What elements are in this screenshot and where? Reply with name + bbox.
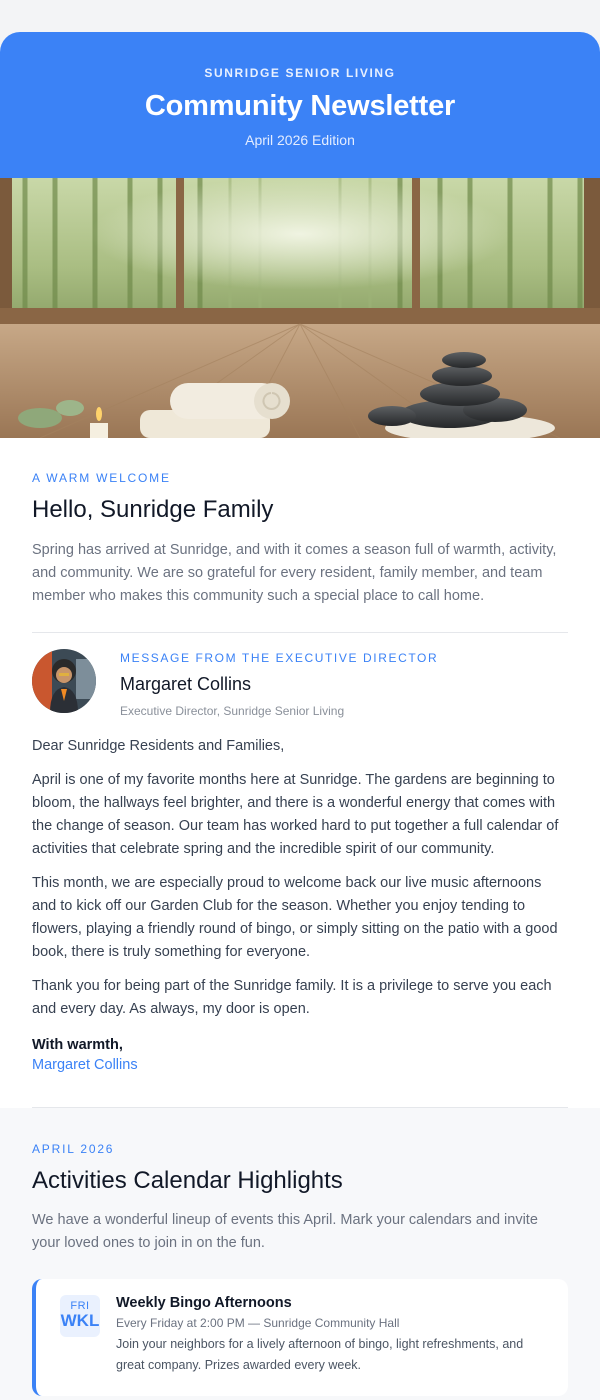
event-day: FRI	[70, 1300, 90, 1312]
event-body	[116, 1295, 548, 1376]
letter-salutation: Dear Sunridge Residents and Families,	[32, 738, 285, 754]
avatar	[32, 649, 96, 713]
calendar-section	[0, 1108, 600, 1400]
calendar-intro: We have a wonderful lineup of events this April. Mark your calendars and invite your loved ones to join in on the fun.	[32, 1212, 538, 1251]
event-frequency: WKL	[60, 1311, 100, 1330]
director-info	[120, 649, 438, 718]
newsletter-title: Community Newsletter	[144, 90, 456, 122]
newsletter-card	[0, 32, 600, 1400]
director-letter	[32, 735, 568, 1021]
letter-sign-off: With warmth,	[32, 1037, 123, 1053]
event-card	[32, 1279, 568, 1396]
welcome-body: Spring has arrived at Sunridge, and with it comes a season full of warmth, activity, and community. We are so grateful for every resident, family member, and team member who makes this community such a special place to call home.	[32, 542, 557, 604]
event-title: Weekly Bingo Afternoons	[116, 1295, 292, 1311]
event-schedule: Every Friday at 2:00 PM — Sunridge Community Hall	[116, 1316, 400, 1330]
spa-hero-image	[0, 178, 600, 438]
org-name: SUNRIDGE SENIOR LIVING	[204, 66, 396, 80]
calendar-heading: Activities Calendar Highlights	[32, 1167, 343, 1194]
welcome-heading: Hello, Sunridge Family	[32, 496, 274, 523]
welcome-section	[0, 438, 600, 1075]
letter-paragraph: Thank you for being part of the Sunridge family. It is a privilege to serve you each and every day. As always, my door is open.	[32, 978, 552, 1017]
letter-paragraph: This month, we are especially proud to welcome back our live music afternoons and to kick off our Garden Club for the season. Whether you enjoy tending to flowers, playing a friendly round of bingo, or simply sitting on the patio with a good book, there is truly something for everyone.	[32, 875, 558, 960]
welcome-eyebrow: A WARM WELCOME	[32, 471, 171, 485]
event-date-badge	[60, 1295, 100, 1337]
director-eyebrow: MESSAGE FROM THE EXECUTIVE DIRECTOR	[120, 651, 439, 665]
director-name: Margaret Collins	[120, 674, 252, 694]
calendar-eyebrow: APRIL 2026	[32, 1142, 115, 1156]
director-profile	[32, 633, 568, 718]
letter-signature: Margaret Collins	[32, 1057, 138, 1073]
edition-label: April 2026 Edition	[245, 132, 355, 148]
event-description: Join your neighbors for a lively afternoon of bingo, light refreshments, and great company. Prizes awarded every week.	[116, 1337, 524, 1372]
newsletter-header	[0, 32, 600, 178]
letter-paragraph: April is one of my favorite months here at Sunridge. The gardens are beginning to bloom, the hallways feel brighter, and there is a wonderful energy that comes with the change of season. Our team has worked hard to put together a full calendar of activities that celebrate spring and the incredible spirit of our community.	[32, 772, 559, 857]
director-title: Executive Director, Sunridge Senior Living	[120, 704, 345, 718]
